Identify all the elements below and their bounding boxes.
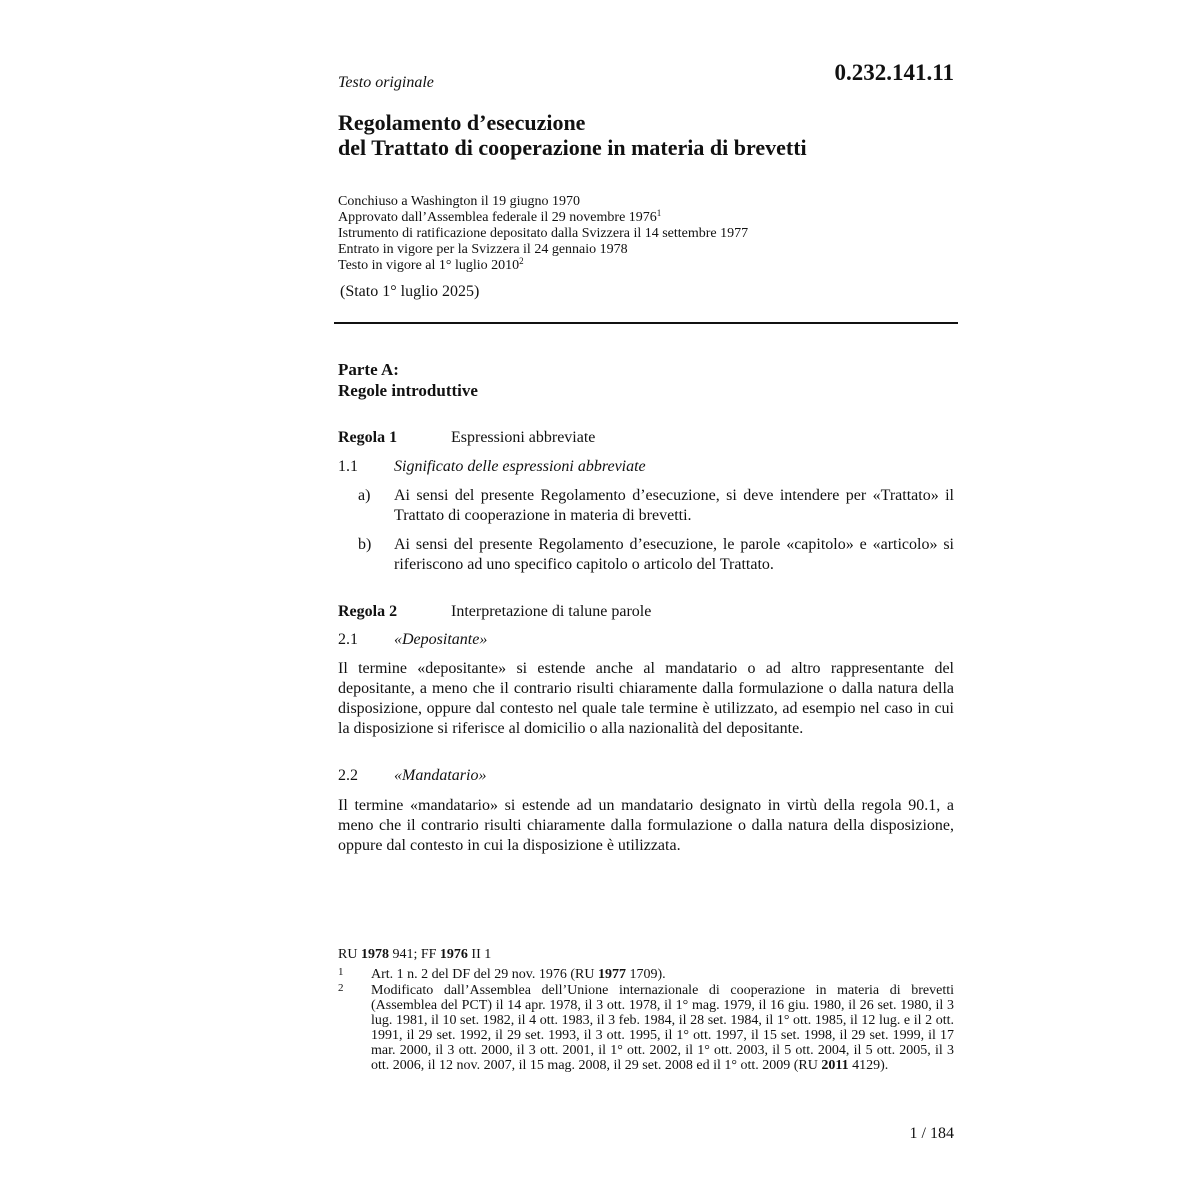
section-number: 2.2 (338, 767, 358, 784)
footnote-text: Modificato dall’Assemblea dell’Unione internazionale di cooperazione in materia di brevetti (Assemblea del PCT) il 14 apr. 1978, il 3 ott. 1978, il 1° mag. 1979, il 16 giu. 1980, il 26 set. 1980, il 3 lug. 1981, il 10 set. 1982, il 4 ott. 1983, il 3 feb. 1984, il 28 set. 1984, il 1° ott. 1985, il 12 lug. e il 2 ott. 1991, il 29 set. 1992, il 29 set. 1993, il 3 ott. 1995, il 1° ott. 1997, il 15 set. 1998, il 29 set. 1999, il 17 mar. 2000, il 3 ott. 2000, il 3 ott. 2001, il 1° ott. 2002, il 1° ott. 2003, il 5 ott. 2004, il 5 ott. 2005, il 3 ott. 2006, il 12 nov. 2007, il 15 mag. 2008, il 29 set. 2008 ed il 1° ott. 2009 (RU 2011 4129). (371, 983, 954, 1073)
part-title: Regole introduttive (338, 381, 478, 400)
part-heading (338, 359, 478, 401)
list-item (338, 486, 954, 526)
footnote-ref-2[interactable]: 2 (519, 256, 524, 266)
status-date: (Stato 1° luglio 2025) (340, 283, 480, 300)
list-item-text: Ai sensi del presente Regolamento d’esecuzione, si deve intendere per «Trattato» il Trattato di cooperazione in materia di brevetti. (394, 487, 954, 524)
section-title: «Mandatario» (394, 767, 487, 784)
section-1-1-heading (338, 458, 646, 476)
list-item-label: b) (358, 536, 372, 553)
footnote-number: 2 (338, 982, 344, 994)
regola-number: Regola 1 (338, 429, 398, 446)
list-item-text: Ai sensi del presente Regolamento d’esecuzione, le parole «capitolo» e «articolo» si riferiscono ad uno specifico capitolo o articolo del Trattato. (394, 536, 954, 573)
section-number: 1.1 (338, 458, 358, 475)
header-divider (334, 322, 958, 324)
regola-number: Regola 2 (338, 603, 398, 620)
title-line-2: del Trattato di cooperazione in materia di brevetti (338, 135, 807, 160)
section-title: Significato delle espressioni abbreviate (394, 458, 646, 475)
footnote-ref-1[interactable]: 1 (656, 208, 662, 218)
publication-reference: RU 1978 941; FF 1976 II 1 (338, 947, 492, 962)
meta-text-in-force: Testo in vigore al 1° luglio 2010$^2$ (338, 256, 524, 273)
title-line-1: Regolamento d’esecuzione (338, 110, 586, 135)
section-number: 2.1 (338, 631, 358, 648)
section-2-2-text: Il termine «mandatario» si estende ad un mandatario designato in virtù della regola 90.1, a meno che il contrario risulti chiaramente dalla formulazione o dalla natura della disposizione, oppure dal contesto in cui la disposizione è utilizzata. (338, 797, 954, 854)
regola-title: Espressioni abbreviate (451, 429, 596, 446)
meta-ratification: Istrumento di ratificazione depositato dalla Svizzera il 14 settembre 1977 (338, 226, 749, 241)
meta-in-force-ch: Entrato in vigore per la Svizzera il 24 gennaio 1978 (338, 242, 628, 257)
regola-title: Interpretazione di talune parole (451, 603, 652, 620)
footnote-text: Art. 1 n. 2 del DF del 29 nov. 1976 (RU 1977 1709). (371, 967, 666, 982)
list-item-label: a) (358, 487, 371, 504)
footnote-2 (338, 983, 954, 1073)
section-2-1-heading (338, 631, 487, 649)
regola-1-heading (338, 429, 595, 447)
section-2-1-text: Il termine «depositante» si estende anche al mandatario o ad altro rappresentante del depositante, a meno che il contrario risulti chiaramente dalla formulazione o dalla natura della disposizione, oppure dal contesto nel quale tale termine è utilizzato, ad esempio nel caso in cui la disposizione si riferisce al domicilio o alla nazionalità del depositante. (338, 660, 954, 737)
part-label: Parte A: (338, 360, 399, 379)
document-metadata (338, 194, 748, 274)
section-2-2-heading (338, 767, 486, 785)
page-number: 1 / 184 (909, 1125, 954, 1142)
list-item (338, 535, 954, 575)
regola-2-heading (338, 603, 651, 621)
footnote-number: 1 (338, 966, 344, 978)
document-title (338, 110, 807, 160)
meta-approved: Approvato dall’Assemblea federale il 29 novembre 1976$^1$ (338, 208, 662, 225)
section-title: «Depositante» (394, 631, 488, 648)
meta-concluded: Conchiuso a Washington il 19 giugno 1970 (338, 194, 581, 209)
sr-number: 0.232.141.11 (834, 60, 954, 85)
original-text-label: Testo originale (338, 74, 434, 91)
footnote-1 (338, 967, 954, 982)
